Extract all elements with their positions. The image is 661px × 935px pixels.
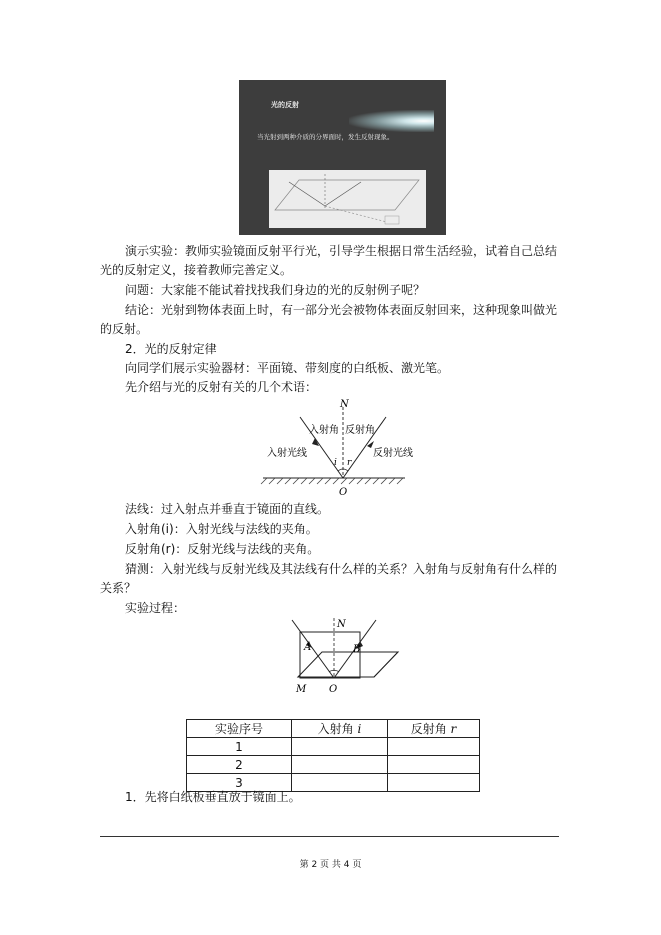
comet-decoration: [349, 110, 434, 132]
header-trial-number: 实验序号: [187, 720, 292, 738]
trial-number-cell: 3: [187, 774, 292, 792]
slide-diagram-svg: [269, 170, 426, 228]
paragraph-conclusion-1: 结论：光射到物体表面上时，有一部分光会被物体表面反射回来，这种现象叫做光: [125, 303, 558, 317]
a-label: A: [304, 642, 312, 653]
table-row: [187, 738, 480, 756]
paragraph-reflect-def: 反射角(r)：反射光线与法线的夹角。: [125, 542, 320, 556]
header-incident-angle: [292, 720, 388, 738]
r-label: r: [347, 458, 352, 468]
paragraph-terms-intro: 先介绍与光的反射有关的几个术语：: [125, 380, 318, 394]
header-incident-text: 入射角: [317, 722, 354, 736]
trial-number-cell: 1: [187, 738, 292, 756]
page-footer: 第 2 页 共 4 页: [299, 860, 362, 870]
section-heading: 2．光的反射定律: [125, 342, 217, 356]
reflect-angle-cell[interactable]: [388, 774, 480, 792]
footer-divider: [100, 836, 559, 837]
incident-angle-cell[interactable]: [292, 738, 388, 756]
slide-text: 当光射到两种介质的分界面时，发生反射现象。: [257, 133, 394, 141]
paragraph-demo-1: 演示实验：教师实验镜面反射平行光，引导学生根据日常生活经验，试着自己总结: [125, 244, 558, 258]
incident-angle-cell[interactable]: [292, 774, 388, 792]
paragraph-conclusion-2: 的反射。: [100, 322, 149, 336]
lesson-slide-image: [239, 80, 446, 235]
experiment-table: [186, 719, 480, 792]
normal-label: N: [340, 399, 349, 410]
i-label: i: [334, 458, 337, 468]
reflect-angle-cell[interactable]: [388, 756, 480, 774]
slide-title: 光的反射: [271, 101, 299, 109]
paragraph-guess-1: 猜测：入射光线与反射光线及其法线有什么样的关系？入射角与反射角有什么样的: [125, 562, 558, 576]
paragraph-equipment: 向同学们展示实验器材：平面镜、带刻度的白纸板、激光笔。: [125, 361, 450, 375]
reflect-angle-cell[interactable]: [388, 738, 480, 756]
reflection-terms-diagram: [255, 395, 415, 500]
paragraph-process: 实验过程：: [125, 601, 186, 615]
incident-angle-label: 入射角: [309, 425, 339, 436]
paragraph-step-1: 1．先将白纸板垂直放于镜面上。: [125, 790, 301, 804]
paragraph-incident-def: 入射角(i)：入射光线与法线的夹角。: [125, 522, 318, 536]
o-label: O: [339, 487, 348, 498]
reflect-angle-label: 反射角: [345, 425, 375, 436]
header-r-var: r: [450, 722, 457, 736]
table-row: [187, 756, 480, 774]
table-header-row: [187, 720, 480, 738]
header-reflect-angle: [388, 720, 480, 738]
experiment-apparatus-diagram: [272, 612, 402, 697]
slide-reflection-diagram: [269, 170, 426, 228]
paragraph-guess-2: 关系？: [100, 581, 137, 595]
m-label: M: [296, 684, 307, 695]
paragraph-normal-def: 法线：过入射点并垂直于镜面的直线。: [125, 502, 330, 516]
header-reflect-text: 反射角: [410, 722, 447, 736]
trial-number-cell: 2: [187, 756, 292, 774]
incident-angle-cell[interactable]: [292, 756, 388, 774]
paragraph-demo-2: 光的反射定义，接着教师完善定义。: [100, 263, 293, 277]
header-i-var: i: [357, 722, 362, 736]
b-label: B: [353, 644, 361, 655]
paragraph-question: 问题：大家能不能试着找找我们身边的光的反射例子呢？: [125, 283, 426, 297]
n-label: N: [337, 619, 346, 630]
reflect-ray-label: 反射光线: [373, 448, 413, 459]
o2-label: O: [329, 684, 338, 695]
incident-ray-label: 入射光线: [267, 448, 307, 459]
